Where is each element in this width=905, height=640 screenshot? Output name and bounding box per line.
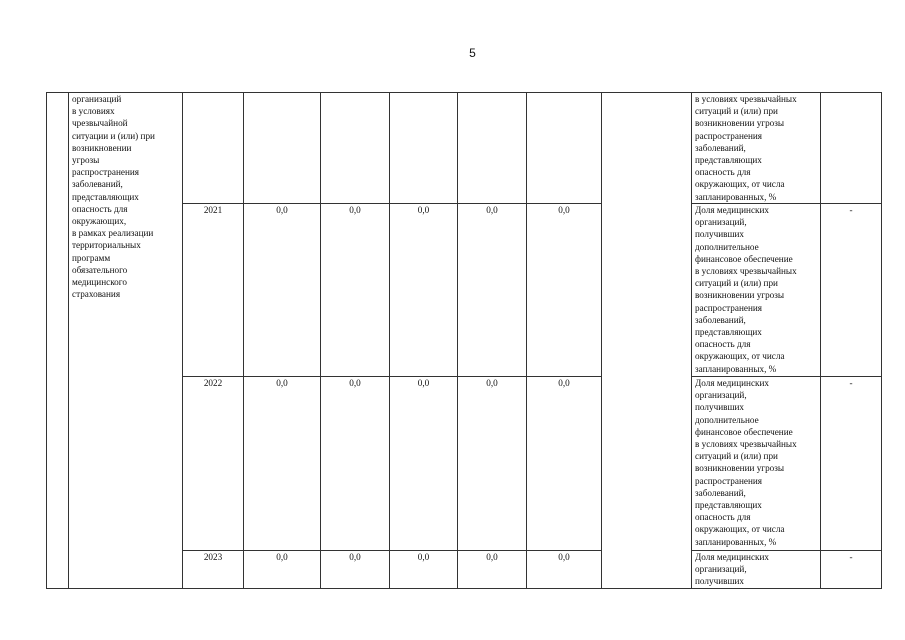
target-cell: - (821, 551, 882, 589)
year-cell (183, 93, 244, 204)
indicator-cell: Доля медицинских организаций, получивших дополнительное финансовое обеспечение в условиях чрезвычайных ситуаций и (или) при возникновении угрозы распространения заболеваний, представляющих опасность для окружающих, от числа запланированных, % (692, 377, 821, 551)
indicator-cell: Доля медицинских организаций, получивших дополнительное финансовое обеспечение в условиях чрезвычайных ситуаций и (или) при возникновении угрозы распространения заболеваний, представляющих опасность для окружающих, от числа запланированных, % (692, 204, 821, 377)
executor-cell (602, 93, 692, 589)
value-cell (458, 93, 527, 204)
number-cell (47, 93, 69, 589)
year-cell: 2021 (183, 204, 244, 377)
value-cell (527, 93, 602, 204)
table-row (47, 93, 882, 204)
value-cell: 0,0 (321, 377, 390, 551)
value-cell: 0,0 (527, 551, 602, 589)
measure-name-cell: организаций в условиях чрезвычайной ситуации и (или) при возникновении угрозы распространения заболеваний, представляющих опасность для окружающих, в рамках реализации территориальных программ обязательного медицинского страхования (69, 93, 183, 589)
indicator-cell: в условиях чрезвычайных ситуаций и (или) при возникновении угрозы распространения заболеваний, представляющих опасность для окружающих, от числа запланированных, % (692, 93, 821, 204)
value-cell: 0,0 (244, 204, 321, 377)
value-cell: 0,0 (458, 551, 527, 589)
value-cell: 0,0 (390, 551, 458, 589)
value-cell: 0,0 (390, 204, 458, 377)
value-cell (321, 93, 390, 204)
target-cell: - (821, 204, 882, 377)
value-cell: 0,0 (527, 204, 602, 377)
data-table (46, 92, 882, 589)
target-cell: - (821, 377, 882, 551)
value-cell: 0,0 (458, 377, 527, 551)
value-cell: 0,0 (390, 377, 458, 551)
value-cell: 0,0 (321, 551, 390, 589)
value-cell (390, 93, 458, 204)
value-cell: 0,0 (244, 551, 321, 589)
year-cell: 2022 (183, 377, 244, 551)
value-cell: 0,0 (244, 377, 321, 551)
value-cell: 0,0 (321, 204, 390, 377)
value-cell (244, 93, 321, 204)
indicator-cell: Доля медицинских организаций, получивших (692, 551, 821, 589)
value-cell: 0,0 (458, 204, 527, 377)
value-cell: 0,0 (527, 377, 602, 551)
year-cell: 2023 (183, 551, 244, 589)
target-cell (821, 93, 882, 204)
page-number: 5 (469, 46, 476, 60)
